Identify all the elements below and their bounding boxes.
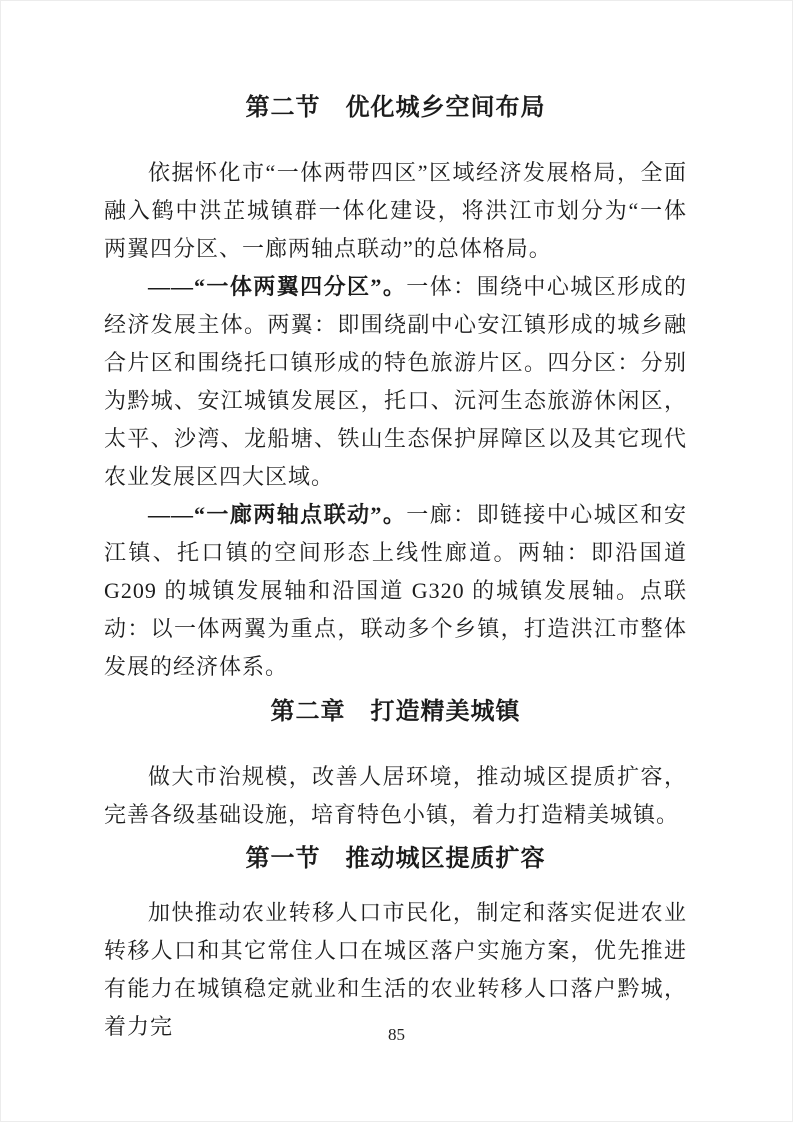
paragraph-overview: [104, 154, 687, 268]
section-heading-promote-urban-upgrade: 第一节 推动城区提质扩容: [245, 846, 546, 872]
paragraph-chapter-intro: [104, 758, 687, 834]
bold-lead-one-corridor-two-axes: ——“一廊两轴点联动”。: [148, 502, 407, 527]
page-footer: [1, 1023, 792, 1047]
paragraph-one-corridor-two-axes: [104, 496, 687, 686]
section-heading-optimize-urban-rural-layout: 第二节 优化城乡空间布局: [245, 95, 546, 121]
paragraph-overview-text: 依据怀化市“一体两带四区”区域经济发展格局，全面融入鹤中洪芷城镇群一体化建设，将洪江市划分为“一体两翼四分区、一廊两轴点联动”的总体格局。: [104, 160, 687, 261]
paragraph-citizenization-text: 加快推动农业转移人口市民化，制定和落实促进农业转移人口和其它常住人口在城区落户实施方案，优先推进有能力在城镇稳定就业和生活的农业转移人口落户黔城，着力完: [104, 900, 687, 1039]
paragraph-chapter-intro-text: 做大市治规模，改善人居环境，推动城区提质扩容，完善各级基础设施，培育特色小镇，着力打造精美城镇。: [104, 764, 687, 827]
paragraph-one-body-two-wings: [104, 268, 687, 496]
paragraph-one-corridor-two-axes-text: 一廊：即链接中心城区和安江镇、托口镇的空间形态上线性廊道。两轴：即沿国道 G209 的城镇发展轴和沿国道 G320 的城镇发展轴。点联动：以一体两翼为重点，联动多个乡镇，打造洪江市整体发展的经济体系。: [104, 502, 687, 679]
paragraph-one-body-two-wings-text: 一体：围绕中心城区形成的经济发展主体。两翼：即围绕副中心安江镇形成的城乡融合片区和围绕托口镇形成的特色旅游片区。四分区：分别为黔城、安江城镇发展区，托口、沅河生态旅游休闲区，太平、沙湾、龙船塘、铁山生态保护屏障区以及其它现代农业发展区四大区域。: [104, 274, 687, 489]
page-number: 85: [388, 1025, 405, 1044]
bold-lead-one-body-two-wings: ——“一体两翼四分区”。: [148, 274, 407, 299]
chapter-heading-build-fine-towns: 第二章 打造精美城镇: [270, 698, 521, 725]
document-content: [1, 1, 792, 1046]
